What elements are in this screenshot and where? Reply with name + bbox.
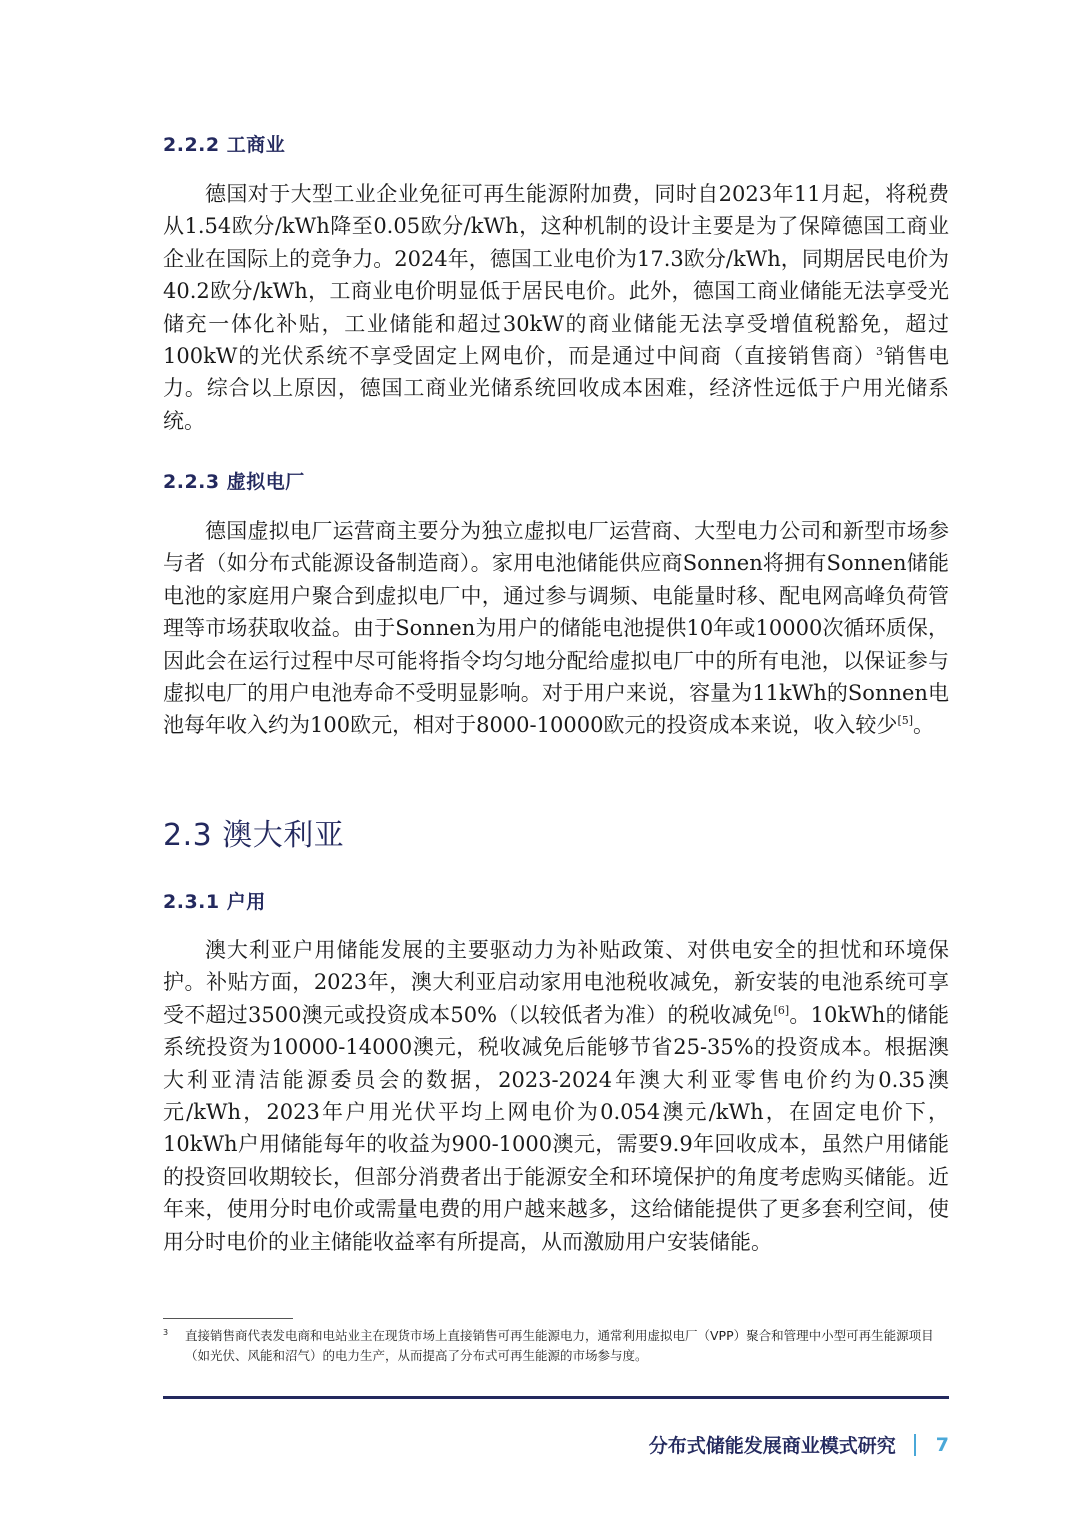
citation-6: [6] — [773, 1003, 790, 1017]
paragraph-2-2-3-end: 。 — [913, 713, 935, 738]
footnote — [163, 1326, 949, 1366]
section-heading-2-3-1: 2.3.1 户用 — [163, 891, 266, 913]
paragraph-2-2-2 — [163, 178, 949, 437]
footer-title: 分布式储能发展商业模式研究 — [648, 1435, 896, 1457]
paragraph-2-3-1-text-a: 澳大利亚户用储能发展的主要驱动力为补贴政策、对供电安全的担忧和环境保护。补贴方面，2023年，澳大利亚启动家用电池税收减免，新安装的电池系统可享受不超过3500澳元或投资成本50%（以较低者为准）的税收减免 — [163, 938, 949, 1027]
footnote-number: 3 — [163, 1328, 169, 1337]
paragraph-2-2-2-text-a: 德国对于大型工业企业免征可再生能源附加费，同时自2023年11月起，将税费从1.54欧分/kWh降至0.05欧分/kWh，这种机制的设计主要是为了保障德国工商业企业在国际上的竞争力。2024年，德国工业电价为17.3欧分/kWh，同期居民电价为40.2欧分/kWh，工商业电价明显低于居民电价。此外，德国工商业储能无法享受光储充一体化补贴，工业储能和超过30kW的商业储能无法享受增值税豁免，超过100kW的光伏系统不享受固定上网电价，而是通过中间商（直接销售商） — [163, 182, 949, 369]
footnote-text: 直接销售商代表发电商和电站业主在现货市场上直接销售可再生能源电力，通常利用虚拟电厂（VPP）聚合和管理中小型可再生能源项目（如光伏、风能和沼气）的电力生产，从而提高了分布式可再生能源的市场参与度。 — [185, 1328, 934, 1363]
page-footer — [649, 1431, 949, 1458]
section-heading-2-2-3: 2.2.3 虚拟电厂 — [163, 471, 305, 493]
paragraph-2-3-1 — [163, 934, 949, 1258]
paragraph-2-2-3-text: 德国虚拟电厂运营商主要分为独立虚拟电厂运营商、大型电力公司和新型市场参与者（如分布式能源设备制造商）。家用电池储能供应商Sonnen将拥有Sonnen储能电池的家庭用户聚合到虚拟电厂中，通过参与调频、电能量时移、配电网高峰负荷管理等市场获取收益。由于Sonnen为用户的储能电池提供10年或10000次循环质保，因此会在运行过程中尽可能将指令均匀地分配给虚拟电厂中的所有电池，以保证参与虚拟电厂的用户电池寿命不受明显影响。对于用户来说，容量为11kWh的Sonnen电池每年收入约为100欧元，相对于8000-10000欧元的投资成本来说，收入较少 — [163, 519, 949, 738]
page-number: 7 — [935, 1433, 949, 1456]
section-heading-2-2-2: 2.2.2 工商业 — [163, 134, 286, 156]
footnote-divider — [163, 1318, 293, 1319]
citation-5: [5] — [897, 714, 914, 728]
footer-rule — [163, 1396, 949, 1399]
paragraph-2-3-1-text-b: 。10kWh的储能系统投资为10000-14000澳元，税收减免后能够节省25-35%的投资成本。根据澳大利亚清洁能源委员会的数据，2023-2024年澳大利亚零售电价约为0.35澳元/kWh，2023年户用光伏平均上网电价为0.054澳元/kWh，在固定电价下，10kWh户用储能每年的收益为900-1000澳元，需要9.9年回收成本，虽然户用储能的投资回收期较长，但部分消费者出于能源安全和环境保护的角度考虑购买储能。近年来，使用分时电价或需量电费的用户越来越多，这给储能提供了更多套利空间，使用分时电价的业主储能收益率有所提高，从而激励用户安装储能。 — [163, 1002, 949, 1254]
footer-separator — [914, 1434, 916, 1456]
paragraph-2-2-3 — [163, 515, 949, 742]
footnote-ref-3: 3 — [876, 345, 884, 359]
section-heading-2-3: 2.3 澳大利亚 — [163, 818, 345, 853]
paragraph-2-2-2-text-b: 销售电力。综合以上原因，德国工商业光储系统回收成本困难，经济性远低于户用光储系统。 — [163, 344, 950, 433]
